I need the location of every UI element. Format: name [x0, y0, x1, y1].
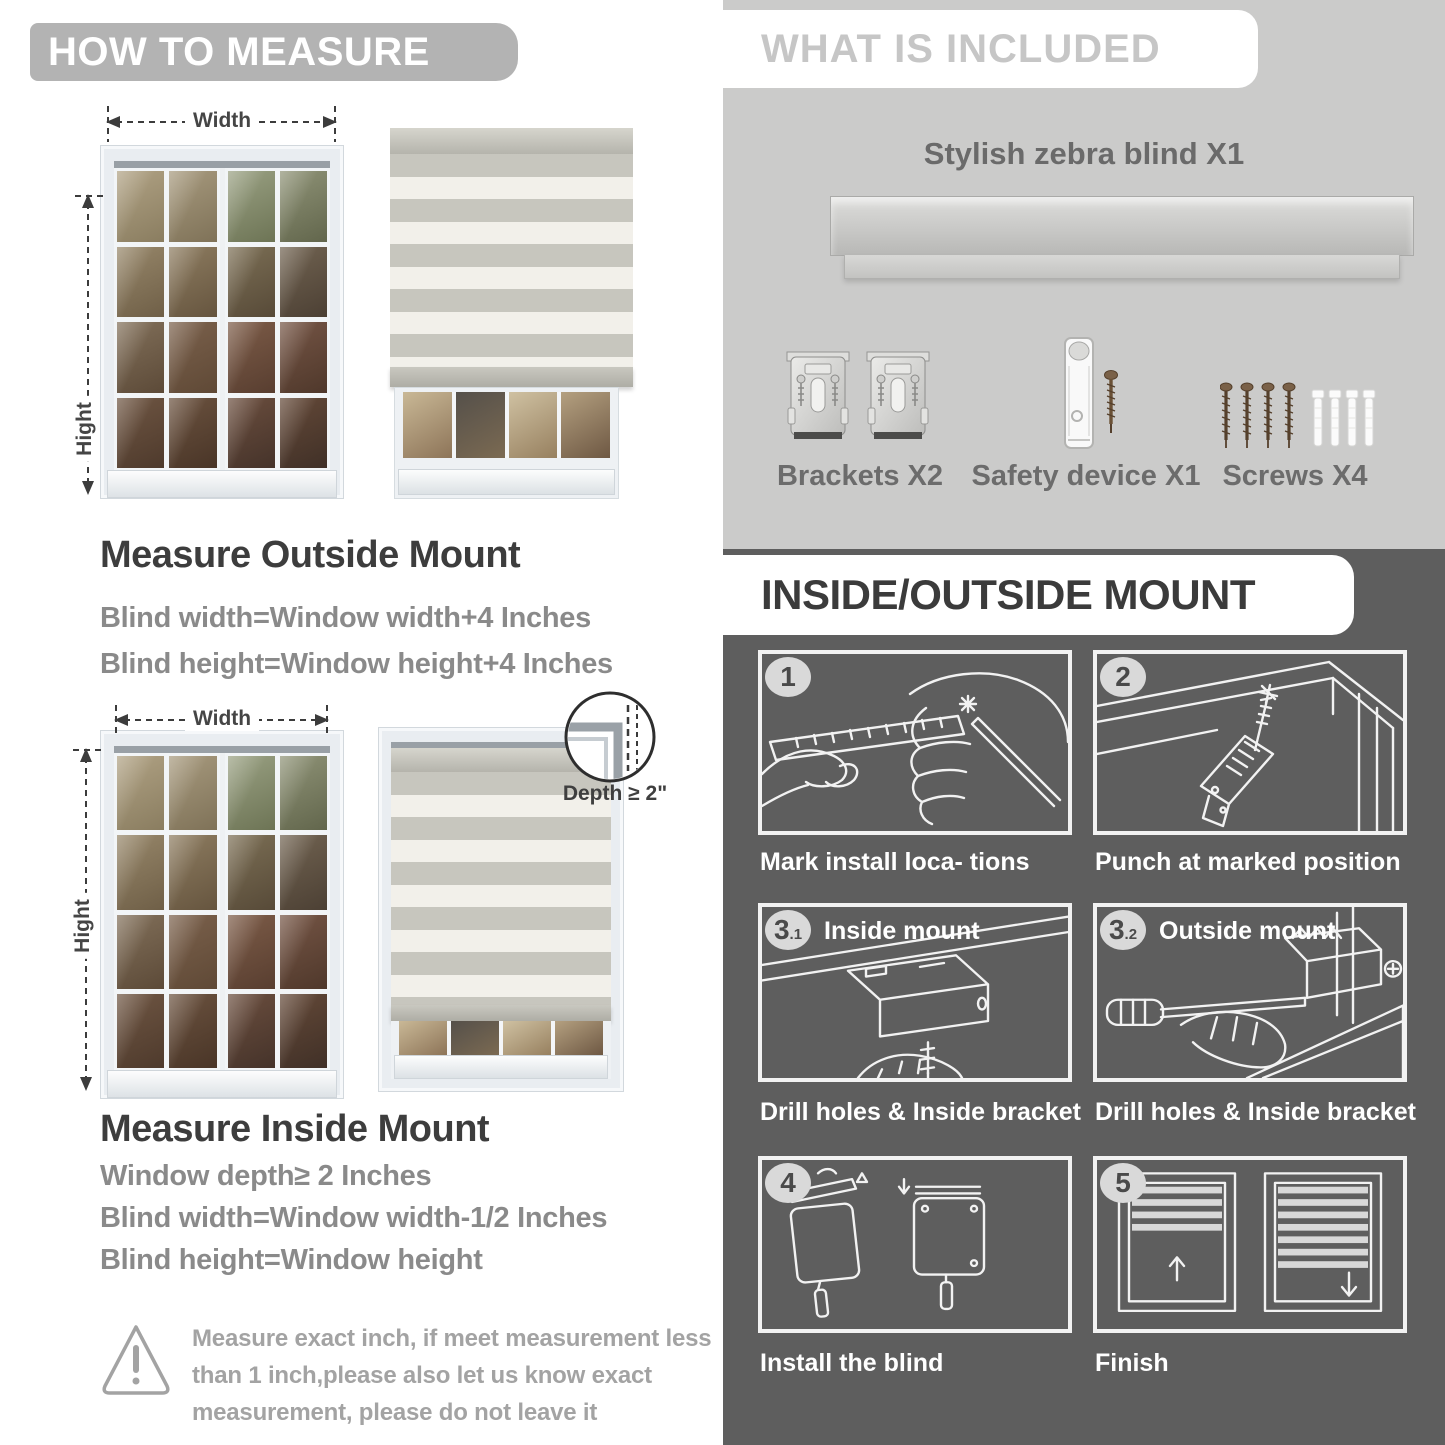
mount-guide-header: INSIDE/OUTSIDE MOUNT: [723, 555, 1354, 635]
what-is-included-panel: [723, 0, 1445, 549]
step-number-badge: 4: [765, 1163, 811, 1203]
how-to-measure-header: HOW TO MEASURE: [30, 23, 518, 81]
step-4-caption: Install the blind: [760, 1349, 944, 1377]
blind-bottom-rail: [391, 1005, 611, 1021]
bracket-icon: [786, 348, 850, 444]
depth-magnifier-icon: [560, 687, 660, 787]
screws-label: Screws X4: [1222, 460, 1368, 492]
step-number-badge: 5: [1100, 1163, 1146, 1203]
zebra-blind-product-label: Stylish zebra blind X1: [923, 136, 1245, 171]
blind-bottom-rail: [390, 367, 633, 387]
brackets-label: Brackets X2: [776, 460, 944, 492]
step-2-panel: [1093, 650, 1407, 835]
warning-triangle-icon: [100, 1320, 172, 1400]
step-number-badge: 3.2: [1100, 910, 1146, 950]
outside-height-label: Hight: [71, 396, 99, 462]
outside-formula-height: Blind height=Window height+4 Inches: [100, 648, 613, 680]
safety-device-label: Safety device X1: [971, 460, 1201, 492]
step-3-2-panel: [1093, 903, 1407, 1082]
window-sill: [398, 469, 615, 495]
depth-label: Depth ≥ 2": [562, 782, 668, 805]
inside-width-label: Width: [185, 707, 259, 731]
step-number-badge: 1: [765, 657, 811, 697]
zebra-blind-photo-outside: [390, 128, 633, 497]
measure-note-line3: measurement, please do not leave it: [192, 1399, 598, 1426]
step-number-badge: 2: [1100, 657, 1146, 697]
inside-measure-arrows: [60, 695, 360, 1095]
outside-mount-title: Measure Outside Mount: [100, 534, 521, 576]
step-1-caption: Mark install loca- tions: [760, 848, 1030, 876]
what-is-included-header: WHAT IS INCLUDED: [723, 10, 1258, 88]
step-2-caption: Punch at marked position: [1095, 848, 1401, 876]
headrail-bottom-bar: [844, 255, 1400, 279]
step-1-panel: [758, 650, 1072, 835]
outside-width-label: Width: [185, 109, 259, 133]
window-sill: [394, 1055, 608, 1079]
step-3-1-panel: [758, 903, 1072, 1082]
step-title: Inside mount: [824, 917, 980, 945]
step-5-caption: Finish: [1095, 1349, 1169, 1377]
inside-height-label: Hight: [69, 893, 97, 959]
safety-device-icon: [1060, 336, 1098, 452]
screw-icon: [1103, 370, 1119, 436]
window-below-blind: [394, 387, 619, 499]
step-4-panel: [758, 1156, 1072, 1333]
mount-guide-panel: [723, 549, 1445, 1445]
step-5-panel: [1093, 1156, 1407, 1333]
measure-note-line2: than 1 inch,please also let us know exact: [192, 1362, 652, 1389]
headrail-product-image: [830, 196, 1414, 256]
screws-and-anchors-icon: [1220, 382, 1380, 454]
step-title: Outside mount: [1159, 917, 1336, 945]
inside-formula-height: Blind height=Window height: [100, 1244, 483, 1276]
blind-headrail: [390, 128, 633, 156]
outside-formula-width: Blind width=Window width+4 Inches: [100, 602, 591, 634]
measure-note-line1: Measure exact inch, if meet measurement less: [192, 1325, 712, 1352]
window-below-blind: [391, 1021, 611, 1079]
step-3-2-caption: Drill holes & Inside bracket: [1095, 1098, 1416, 1126]
step-3-1-caption: Drill holes & Inside bracket: [760, 1098, 1081, 1126]
inside-formula-width: Blind width=Window width-1/2 Inches: [100, 1202, 608, 1234]
blind-stripes: [391, 772, 611, 1005]
bracket-icon: [866, 348, 930, 444]
outside-measure-arrows: [60, 95, 360, 505]
inside-mount-title: Measure Inside Mount: [100, 1108, 490, 1150]
inside-formula-depth: Window depth≥ 2 Inches: [100, 1160, 432, 1192]
step-number-badge: 3.1: [765, 910, 811, 950]
blind-stripes: [390, 154, 633, 367]
